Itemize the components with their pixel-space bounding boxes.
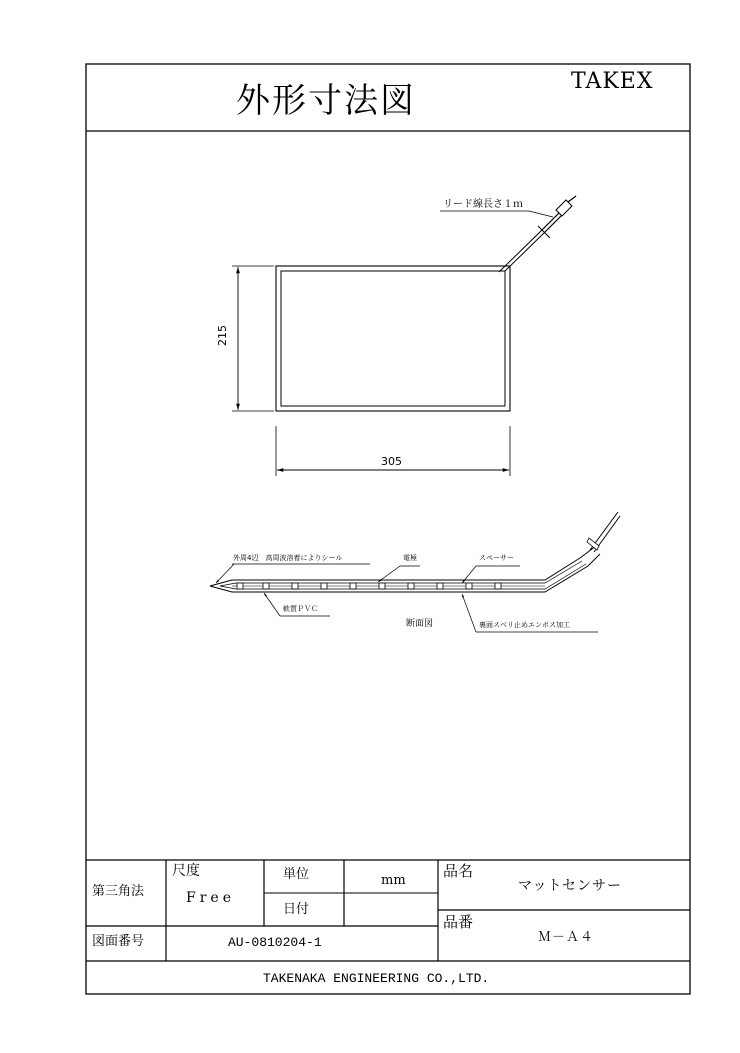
- spacer-label: スペーサー: [479, 554, 514, 562]
- date-label: 日付: [283, 902, 310, 917]
- product-name: マットセンサー: [518, 878, 623, 894]
- drawing-title: 外形寸法図: [236, 81, 416, 121]
- mat-plan-view: [276, 196, 576, 411]
- company-name: TAKENAKA ENGINEERING CO.,LTD.: [263, 971, 490, 986]
- product-name-label: 品名: [443, 862, 474, 880]
- section-view-label: 断面図: [406, 619, 434, 629]
- sheet-border: [86, 64, 690, 994]
- height-dimension-label: 215: [216, 325, 229, 346]
- scale-value: Free: [186, 890, 235, 906]
- part-number: Ｍ－Ａ４: [538, 930, 595, 945]
- drawing-number: AU-0810204-1: [228, 935, 322, 950]
- width-dimension-label: 305: [381, 455, 402, 468]
- brand-logo-text: TAKEX: [571, 69, 654, 94]
- unit-label: 単位: [283, 867, 310, 882]
- pvc-label: 軟質ＰＶＣ: [283, 605, 318, 613]
- seal-note: 外周4辺 高周波溶着によりシール: [233, 554, 343, 562]
- mat-section-view: [210, 512, 620, 632]
- projection-method: 第三角法: [92, 884, 145, 899]
- height-dimension: [232, 266, 274, 411]
- width-dimension: [276, 426, 510, 476]
- unit-value: mm: [381, 873, 406, 888]
- part-number-label: 品番: [443, 913, 474, 931]
- emboss-note: 裏面スベリ止めエンボス加工: [479, 621, 570, 629]
- electrode-label: 電極: [403, 554, 417, 562]
- lead-length-note: リード線長さ１ｍ: [443, 199, 523, 210]
- drawing-number-label: 図面番号: [92, 934, 145, 949]
- scale-label: 尺度: [172, 863, 200, 879]
